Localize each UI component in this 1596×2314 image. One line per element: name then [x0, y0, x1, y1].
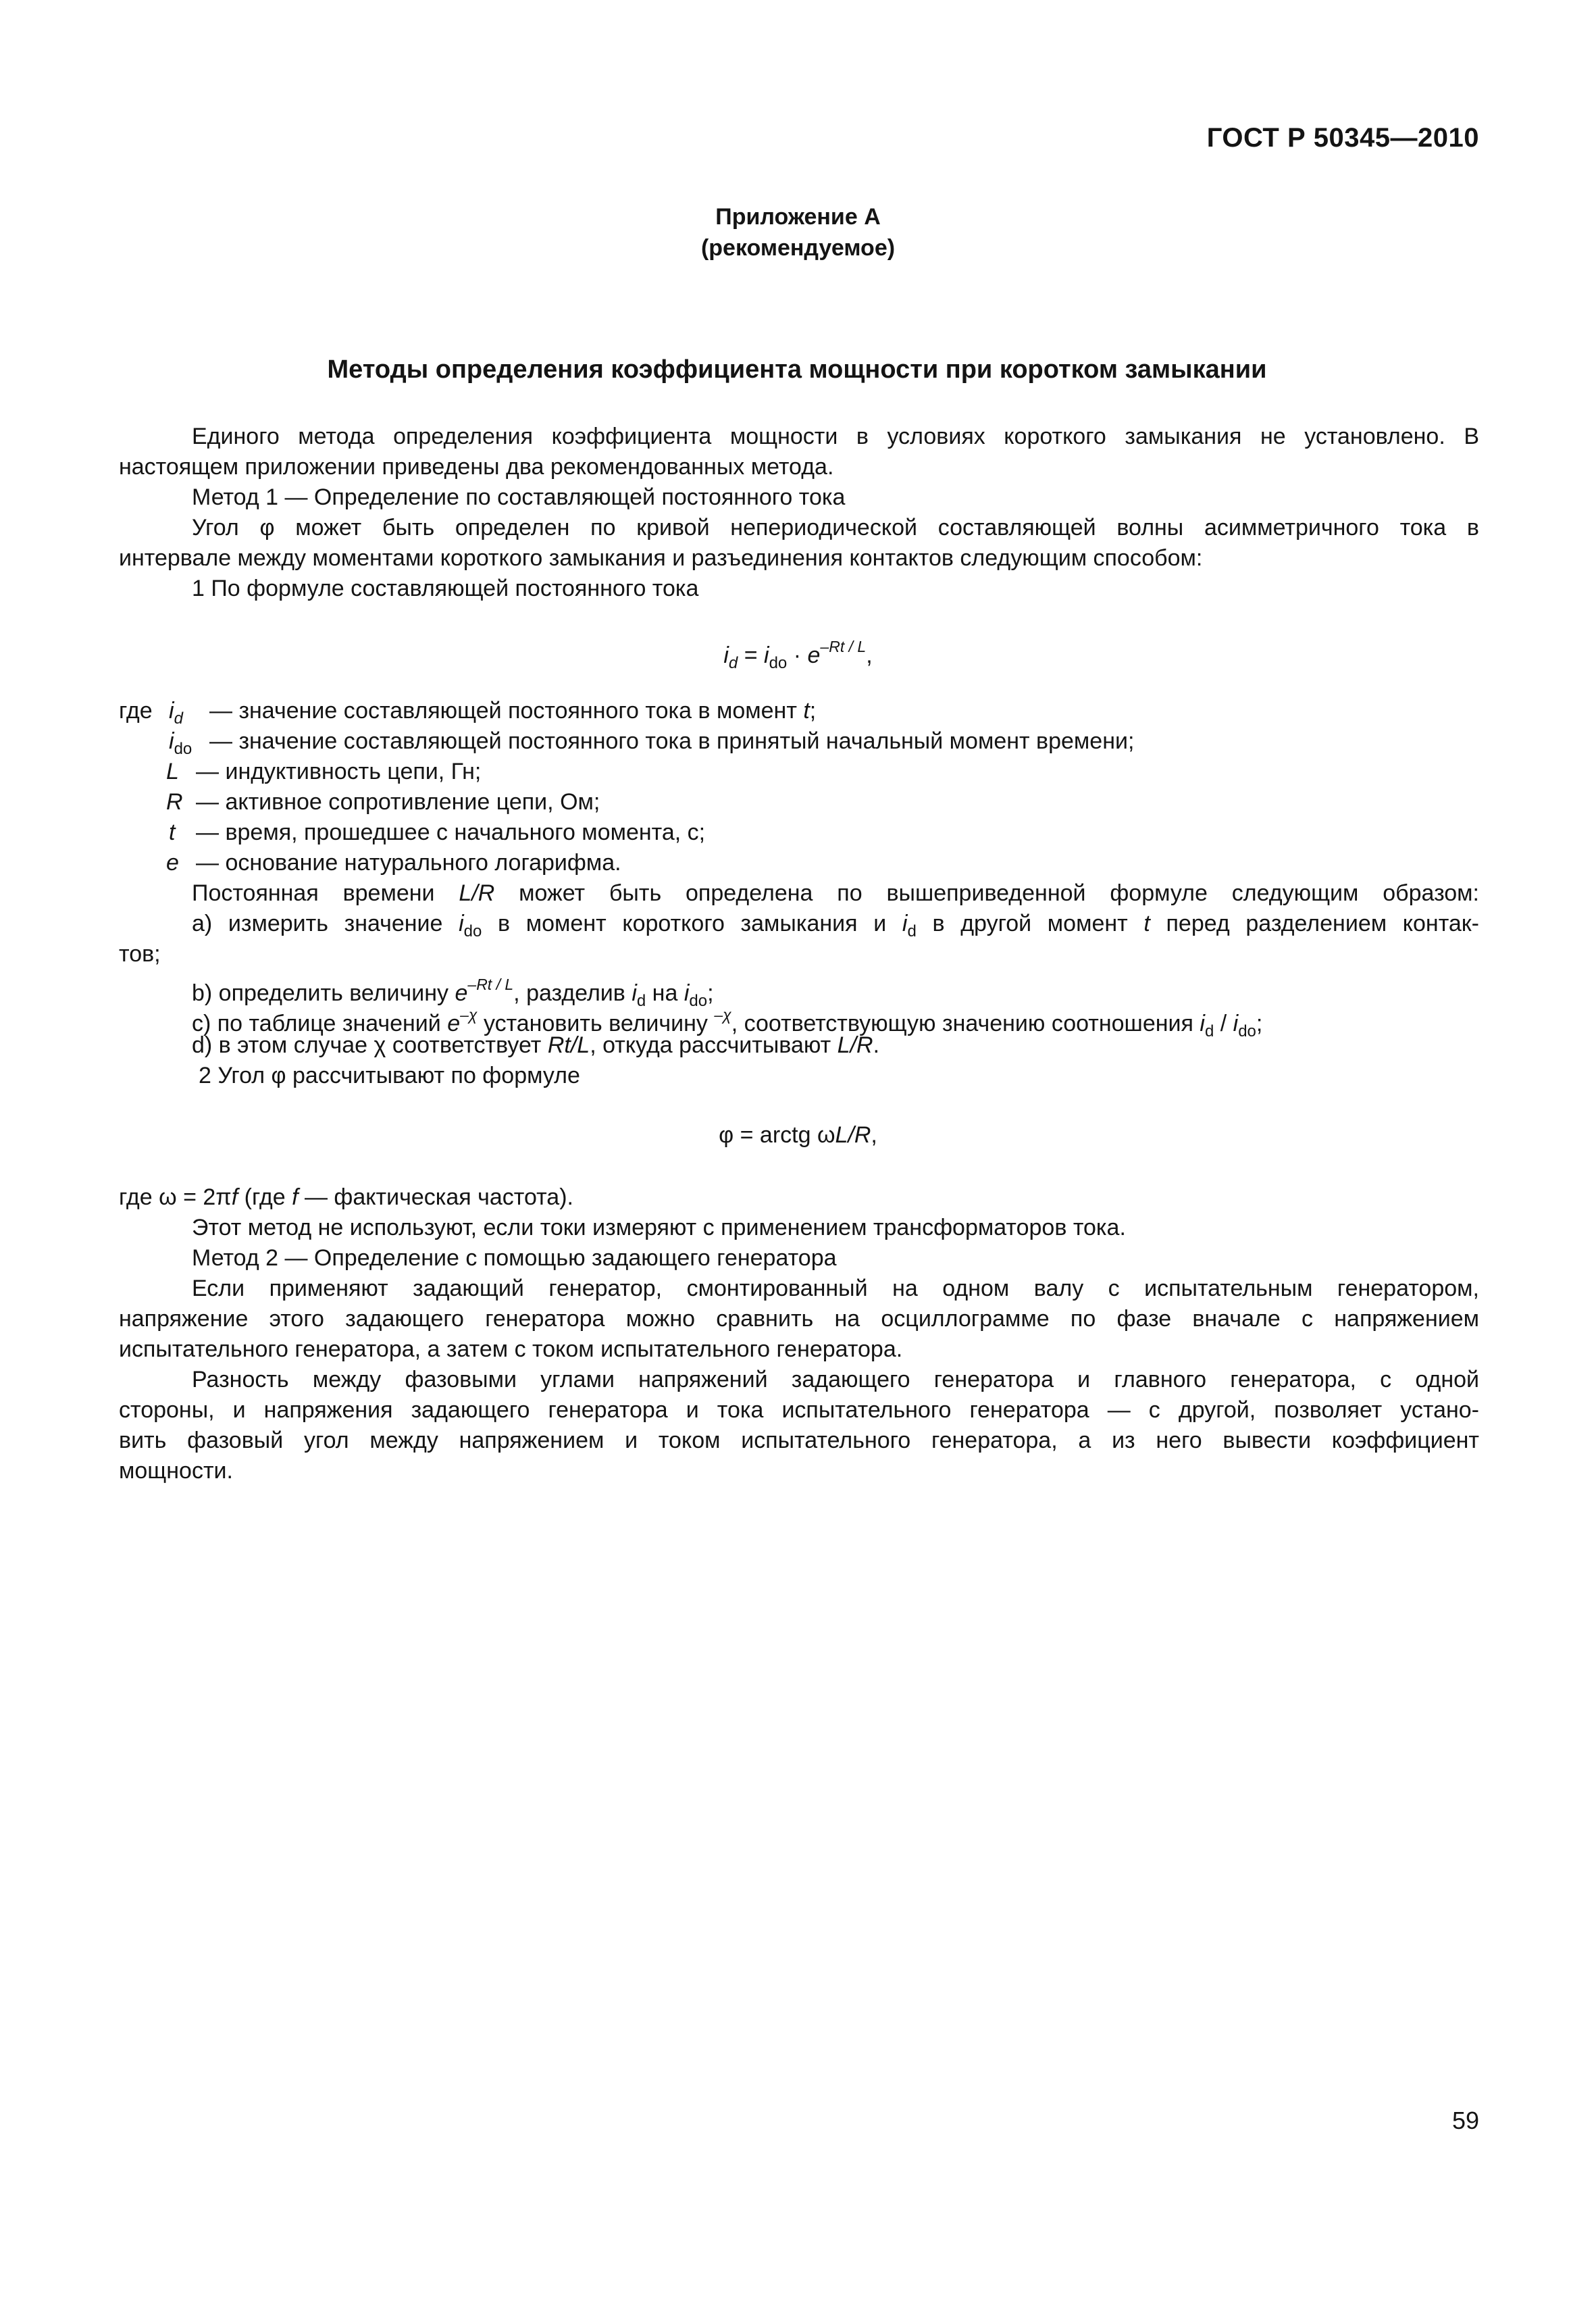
page-number: 59 [1451, 2107, 1479, 2134]
step-d: d) в этом случае χ соответствует Rt/L, откуда рассчитывают L/R. [192, 1032, 880, 1058]
method2-p2-line-2: стороны, и напряжения задающего генератора и тока испытательного генератора — с другой, позволяет устано- [119, 1397, 1479, 1423]
def-symbol-ido: $i_{do}$ [169, 728, 192, 758]
method2-p1-line-2: напряжение этого задающего генератора можно сравнить на осциллограмме по фазе вначале с напряжением [119, 1306, 1479, 1332]
intro-line-2: настоящем приложении приведены два рекомендованных метода. [119, 454, 834, 480]
method1-note: Этот метод не используют, если токи измеряют с применением трансформаторов тока. [192, 1215, 1126, 1240]
step-c: c) по таблице значений $e^{-\chi}$ установить величину $^{-\chi}$, соответствующую значению соотношения $i_d / i_{do}$; [192, 1006, 1263, 1040]
def-text-e: — основание натурального логарифма. [196, 850, 621, 876]
formula-phase-angle: φ = arctg ωL/R, [719, 1122, 877, 1148]
method2-p1-line-1: Если применяют задающий генератор, смонтированный на одном валу с испытательным генератором, [192, 1276, 1479, 1301]
def-symbol-id: $i_d$ [169, 698, 183, 728]
method2-p2-line-1: Разность между фазовыми углами напряжений задающего генератора и главного генератора, с одной [192, 1367, 1479, 1392]
method2-p1-line-3: испытательного генератора, а затем с током испытательного генератора. [119, 1336, 903, 1362]
def-symbol-L: L [166, 759, 179, 784]
def-text-id: — значение составляющей постоянного тока в момент t; [209, 698, 817, 724]
method2-p2-line-4: мощности. [119, 1458, 233, 1484]
def-symbol-R: R [166, 789, 183, 815]
section-title: Методы определения коэффициента мощности при коротком замыкании [327, 355, 1267, 384]
step-a-continued: тов; [119, 941, 161, 967]
intro-line-1: Единого метода определения коэффициента мощности в условиях короткого замыкания не установлено. В [192, 424, 1479, 449]
def-symbol-e: e [166, 850, 179, 876]
angle-line-2: интервале между моментами короткого замыкания и разъединения контактов следующим способом: [119, 545, 1203, 571]
where-omega: где ω = 2πf (где f — фактическая частота). [119, 1184, 573, 1210]
time-constant-intro: Постоянная времени L/R может быть определена по вышеприведенной формуле следующим образом: [192, 880, 1480, 906]
angle-line-1: Угол φ может быть определен по кривой непериодической составляющей волны асимметричного тока в [192, 515, 1479, 540]
formula-dc-component: $i_d = i_{do} \cdot e^{-Rt / L}$, [723, 638, 873, 672]
def-text-L: — индуктивность цепи, Гн; [196, 759, 482, 784]
standard-number: ГОСТ Р 50345—2010 [1206, 123, 1479, 153]
def-text-ido: — значение составляющей постоянного тока в принятый начальный момент времени; [209, 728, 1135, 754]
step-a: а) измерить значение $i_{do}$ в момент короткого замыкания и $i_d$ в другой момент t перед разделением контак- [192, 911, 1480, 940]
appendix-title: Приложение А [715, 204, 881, 230]
method1-heading: Метод 1 — Определение по составляющей постоянного тока [192, 484, 846, 510]
appendix-status: (рекомендуемое) [700, 235, 896, 261]
step-2: 2 Угол φ рассчитывают по формуле [199, 1063, 580, 1088]
step-b: b) определить величину $e^{-Rt / L}$, разделив $i_d$ на $i_{do}$; [192, 976, 714, 1010]
method2-heading: Метод 2 — Определение с помощью задающего генератора [192, 1245, 837, 1271]
def-text-R: — активное сопротивление цепи, Ом; [196, 789, 600, 815]
where-label: где [119, 698, 153, 724]
method2-p2-line-3: вить фазовый угол между напряжением и током испытательного генератора, а из него вывести коэффициент [119, 1428, 1479, 1453]
step-1: 1 По формуле составляющей постоянного тока [192, 576, 699, 601]
def-text-t: — время, прошедшее с начального момента, с; [196, 820, 706, 845]
def-symbol-t: t [169, 820, 176, 845]
